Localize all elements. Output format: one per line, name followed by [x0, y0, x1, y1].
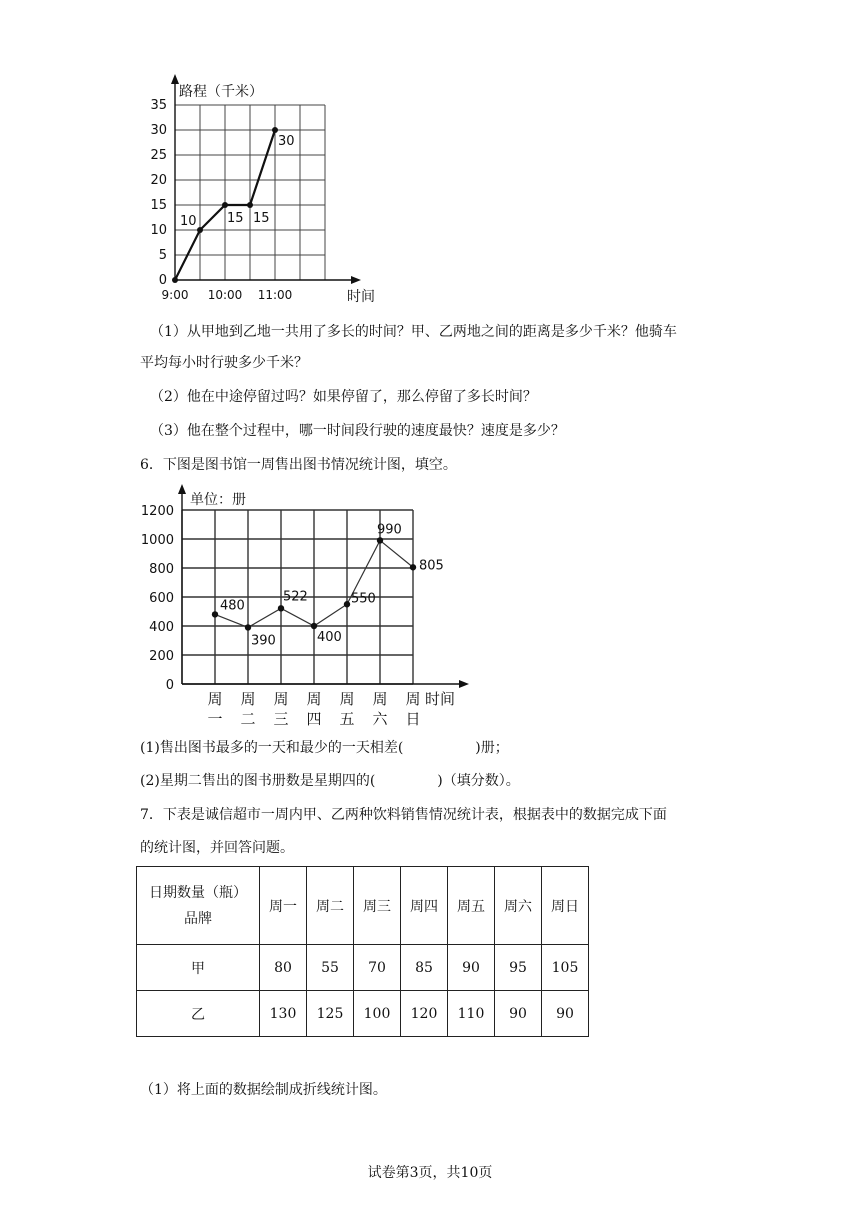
x-tick-label-bottom: 日	[405, 710, 421, 728]
table-cell: 130	[260, 991, 307, 1037]
table-cell: 90	[542, 991, 589, 1037]
y-axis-arrow	[178, 484, 186, 494]
table-row	[137, 945, 589, 991]
x-tick-label: 11:00	[257, 288, 293, 302]
x-tick-label-bottom: 二	[240, 710, 256, 728]
data-label: 480	[220, 598, 245, 614]
data-point	[410, 564, 416, 570]
table-cell: 70	[354, 945, 401, 991]
data-point	[245, 624, 251, 630]
day-header: 周五	[448, 867, 495, 945]
day-header: 周四	[401, 867, 448, 945]
day-header: 周日	[542, 867, 589, 945]
corner-label-brand: 品牌	[184, 910, 212, 927]
y-tick-label: 400	[149, 620, 174, 635]
data-point	[377, 537, 383, 543]
data-label: 15	[253, 211, 270, 226]
x-tick-label-top: 周	[372, 690, 388, 708]
y-tick-label: 20	[150, 173, 167, 188]
brand-cell: 乙	[137, 991, 260, 1037]
data-label: 390	[251, 633, 276, 649]
q6-fill2-note: )（填分数）。	[437, 773, 520, 789]
brand-cell: 甲	[137, 945, 260, 991]
x-tick-label-top: 周	[240, 690, 256, 708]
day-header: 周六	[495, 867, 542, 945]
data-point	[197, 227, 203, 233]
data-point	[278, 605, 284, 611]
table-row	[137, 991, 589, 1037]
q7-task-1: （1）将上面的数据绘制成折线统计图。	[140, 1082, 387, 1098]
table-cell: 110	[448, 991, 495, 1037]
data-label: 10	[180, 214, 197, 229]
data-label: 522	[283, 589, 308, 605]
y-tick-label: 200	[149, 649, 174, 664]
y-tick-label: 1000	[140, 533, 174, 548]
y-axis-label: 路程（千米）	[179, 84, 263, 100]
day-header: 周三	[354, 867, 401, 945]
y-tick-label: 25	[150, 148, 167, 163]
q7-intro-line2: 的统计图，并回答问题。	[140, 840, 294, 856]
y-tick-label: 0	[165, 678, 174, 693]
distance-time-chart	[140, 70, 400, 310]
x-tick-label-bottom: 三	[273, 710, 289, 728]
table-cell: 55	[307, 945, 354, 991]
y-axis-label: 单位：册	[190, 492, 246, 508]
data-point	[311, 623, 317, 629]
x-tick-label-bottom: 六	[372, 710, 388, 728]
data-label: 990	[377, 522, 402, 538]
table-cell: 85	[401, 945, 448, 991]
q6-fill1	[140, 738, 509, 758]
table-cell: 95	[495, 945, 542, 991]
q6-fill2-text: (2)星期二售出的图书册数是星期四的(	[140, 773, 376, 789]
q6-fill2	[140, 771, 520, 791]
books-sold-chart	[140, 482, 470, 732]
x-tick-label: 9:00	[161, 288, 189, 302]
table-header-row	[137, 867, 589, 945]
q6-fill1-unit: )册；	[475, 740, 509, 756]
page-footer: 试卷第3页，共10页	[367, 1165, 493, 1181]
data-label: 30	[278, 134, 295, 149]
x-tick-label-top: 周	[339, 690, 355, 708]
table-cell: 105	[542, 945, 589, 991]
data-point	[172, 277, 178, 283]
q5-part1-line1: （1）从甲地到乙地一共用了多长的时间？甲、乙两地之间的距离是多少千米？他骑车	[150, 324, 677, 340]
day-header: 周一	[260, 867, 307, 945]
y-tick-label: 0	[158, 273, 167, 288]
data-point	[344, 601, 350, 607]
table-cell: 100	[354, 991, 401, 1037]
y-tick-label: 10	[150, 223, 167, 238]
x-tick-label: 10:00	[207, 288, 243, 302]
data-point	[222, 202, 228, 208]
y-tick-label: 15	[150, 198, 167, 213]
y-tick-label: 5	[158, 248, 167, 263]
data-point	[247, 202, 253, 208]
corner-label-quantity: 日期数量（瓶）	[149, 884, 247, 901]
q5-part2: （2）他在中途停留过吗？如果停留了，那么停留了多长时间？	[150, 389, 537, 405]
y-tick-label: 600	[149, 591, 174, 606]
x-axis-arrow	[351, 276, 361, 284]
q6-fill1-text: (1)售出图书最多的一天和最少的一天相差(	[140, 740, 404, 756]
y-tick-label: 800	[149, 562, 174, 577]
x-tick-label-bottom: 四	[306, 710, 322, 728]
q5-part1-line2: 平均每小时行驶多少千米？	[140, 355, 308, 371]
x-tick-label-top: 周	[273, 690, 289, 708]
x-axis-label: 时间	[347, 289, 375, 305]
y-tick-label: 35	[150, 98, 167, 113]
table-cell: 90	[495, 991, 542, 1037]
x-axis-label: 时间	[425, 690, 456, 708]
data-label: 15	[227, 211, 244, 226]
table-cell: 80	[260, 945, 307, 991]
x-tick-label-top: 周	[405, 690, 421, 708]
data-label: 550	[351, 591, 376, 607]
x-tick-label-top: 周	[306, 690, 322, 708]
x-tick-label-bottom: 五	[339, 710, 355, 728]
data-label: 400	[317, 630, 342, 645]
y-axis-arrow	[171, 74, 179, 84]
y-tick-label: 30	[150, 123, 167, 138]
day-header: 周二	[307, 867, 354, 945]
table-corner-cell	[137, 867, 260, 945]
table-cell: 120	[401, 991, 448, 1037]
x-tick-label-top: 周	[207, 690, 223, 708]
table-cell: 125	[307, 991, 354, 1037]
data-label: 805	[419, 558, 444, 574]
beverage-sales-table	[136, 866, 589, 1037]
y-tick-label: 1200	[140, 504, 174, 519]
x-axis-arrow	[459, 680, 469, 688]
q7-intro-line1: 7．下表是诚信超市一周内甲、乙两种饮料销售情况统计表，根据表中的数据完成下面	[140, 807, 667, 823]
x-tick-label-bottom: 一	[207, 710, 223, 728]
data-point	[272, 127, 278, 133]
table-cell: 90	[448, 945, 495, 991]
q6-intro: 6．下图是图书馆一周售出图书情况统计图，填空。	[140, 457, 457, 473]
data-point	[212, 611, 218, 617]
q5-part3: （3）他在整个过程中，哪一时间段行驶的速度最快？速度是多少？	[150, 423, 565, 439]
